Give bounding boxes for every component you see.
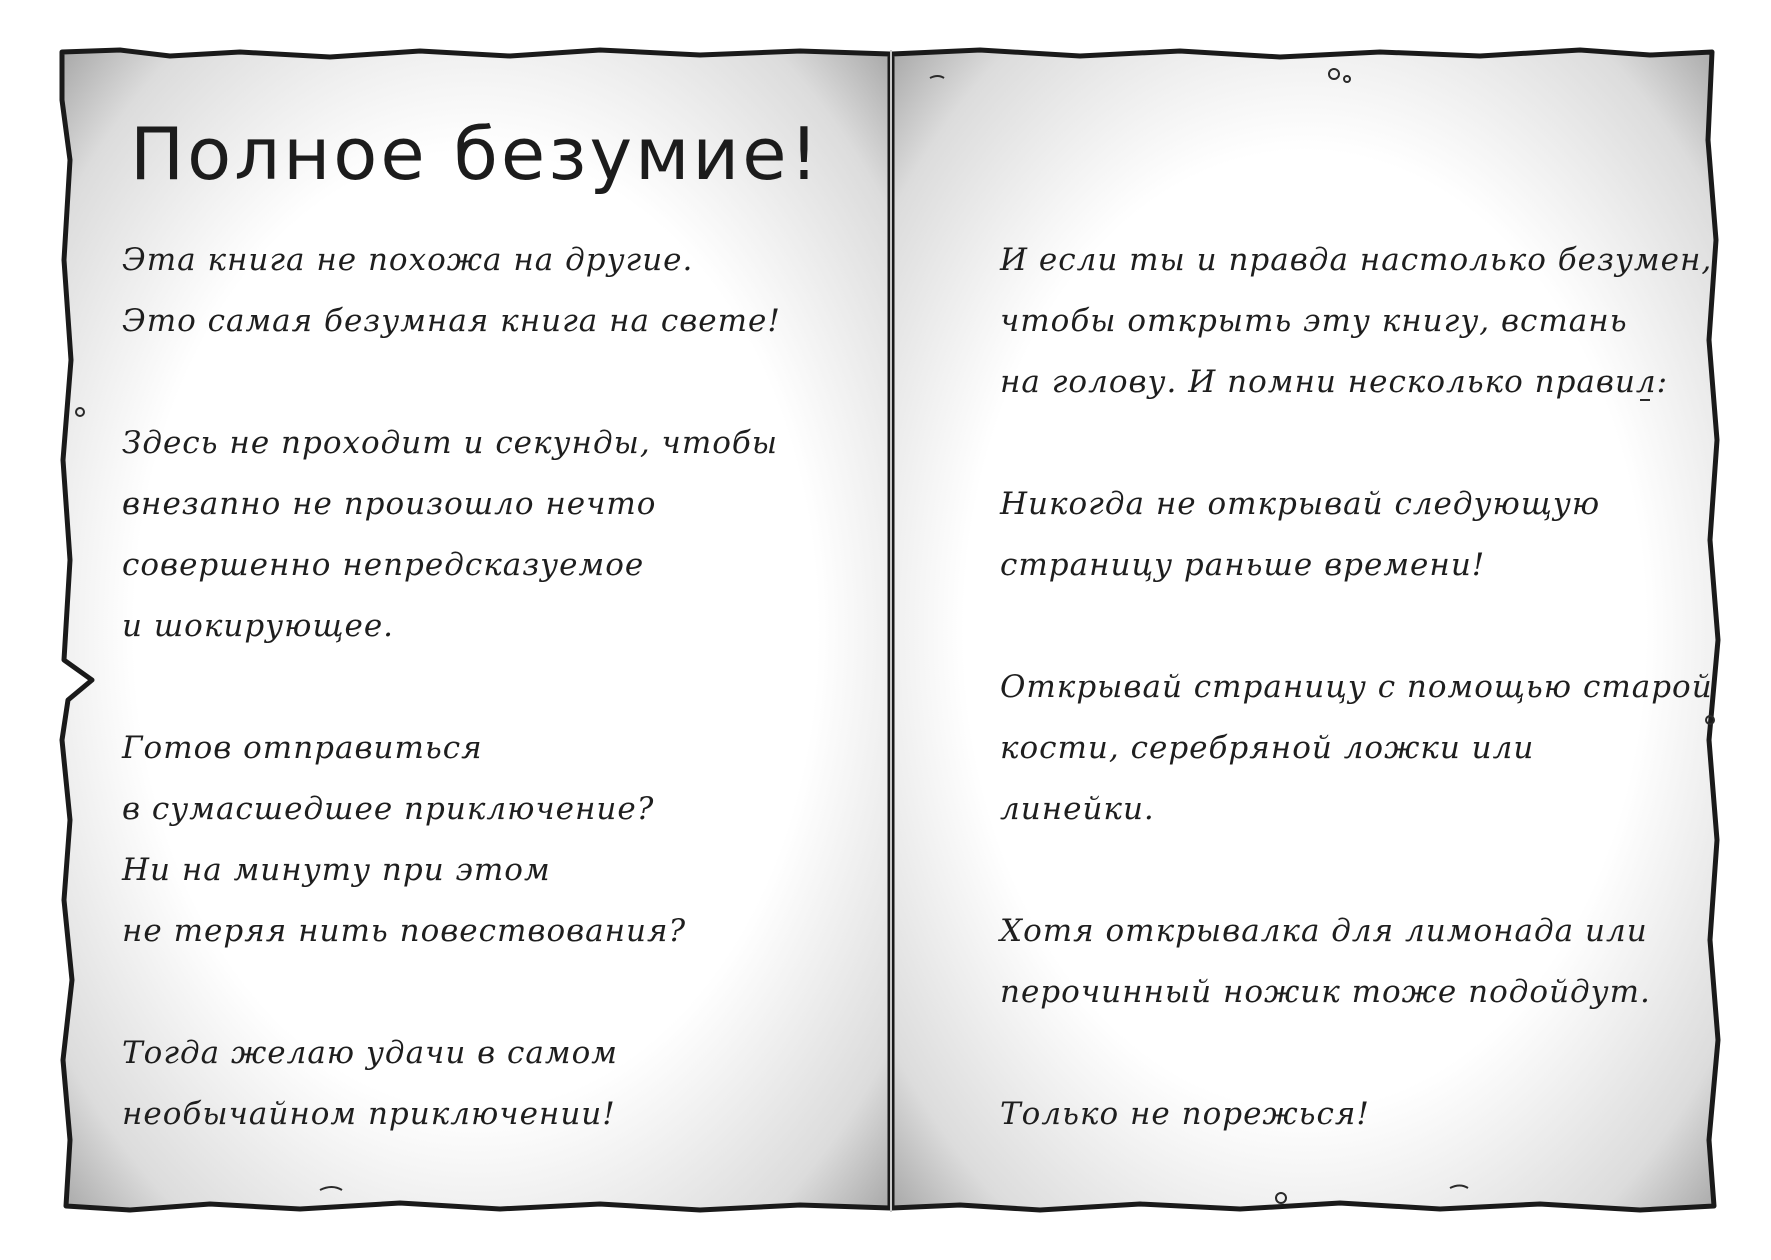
text-line: перочинный ножик тоже подойдут.	[1000, 974, 1651, 1010]
right-page	[890, 0, 1771, 1260]
text-line: чтобы открыть эту книгу, встань	[1000, 303, 1628, 339]
right-text-column	[1000, 230, 1720, 1206]
text-line: и шокирующее.	[122, 608, 395, 644]
paragraph	[1000, 230, 1720, 413]
paragraph	[1000, 901, 1720, 1023]
text-line: И если ты и правда настолько безумен,	[1000, 242, 1713, 278]
text-line: на голову. И помни несколько правил:	[1000, 364, 1669, 400]
text-line: Никогда не открывай следующую	[1000, 486, 1601, 522]
text-line: страницу раньше времени!	[1000, 547, 1486, 583]
paragraph	[1000, 1084, 1720, 1145]
text-line: внезапно не произошло нечто	[122, 486, 657, 522]
paragraph	[1000, 474, 1720, 596]
text-line: Готов отправиться	[122, 730, 483, 766]
text-line: совершенно непредсказуемое	[122, 547, 645, 583]
text-line: кости, серебряной ложки или	[1000, 730, 1535, 766]
paragraph	[122, 1023, 842, 1145]
text-line: Хотя открывалка для лимонада или	[1000, 913, 1648, 949]
text-line: в сумасшедшее приключение?	[122, 791, 655, 827]
text-line: Открывай страницу с помощью старой	[1000, 669, 1713, 705]
text-line: Это самая безумная книга на свете!	[122, 303, 781, 339]
left-text-column	[122, 230, 842, 1206]
paragraph	[122, 230, 842, 352]
text-line: Эта книга не похожа на другие.	[122, 242, 694, 278]
paragraph	[122, 413, 842, 657]
paragraph	[1000, 657, 1720, 840]
text-line: необычайном приключении!	[122, 1096, 616, 1132]
text-line: Ни на минуту при этом	[122, 852, 551, 888]
text-line: Только не порежься!	[1000, 1096, 1370, 1132]
text-line: линейки.	[1000, 791, 1155, 827]
paragraph	[122, 718, 842, 962]
text-line: Тогда желаю удачи в самом	[122, 1035, 618, 1071]
page-title: Полное безумие!	[130, 112, 822, 196]
text-line: не теряя нить повествования?	[122, 913, 687, 949]
text-line: Здесь не проходит и секунды, чтобы	[122, 425, 779, 461]
